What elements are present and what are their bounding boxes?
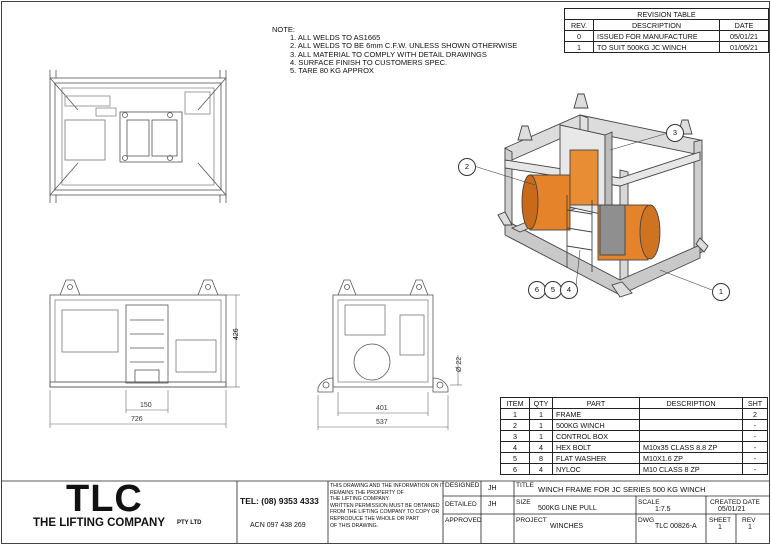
detailed-label: DETAILED [445,501,477,508]
scale-value: 1:7.5 [655,506,671,513]
bom-cell: NYLOC [553,464,640,475]
dim-inner-width: 150 [140,402,152,409]
bom-cell: FRAME [553,409,640,420]
bom-cell: M10x35 CLASS 8.8 ZP [640,442,743,453]
bom-cell: 3 [501,431,530,442]
revision-table [564,8,769,53]
company-suffix: PTY LTD [177,520,202,526]
rev-label: REV [742,517,756,524]
bom-row [501,453,768,464]
detailed-value: JH [488,501,497,508]
disclaimer-line: REMAINS THE PROPERTY OF [330,489,404,496]
bom-cell: 8 [530,453,553,464]
dim-side-overall: 537 [376,419,388,426]
bom-cell: HEX BOLT [553,442,640,453]
sheet-label: SHEET [709,517,731,524]
top-view [50,70,226,203]
bom-cell [640,409,743,420]
dwg-number: TLC 00826-A [655,523,697,530]
note-item: 5. TARE 80 KG APPROX [290,66,374,76]
bom-cell: 1 [501,409,530,420]
revision-cell: TO SUIT 500KG JC WINCH [594,42,720,53]
bom-cell: 2 [743,409,768,420]
revision-cell: 0 [565,31,594,42]
note-item: 3. ALL MATERIAL TO COMPLY WITH DETAIL DRAWINGS [290,49,487,59]
front-view [50,280,226,387]
disclaimer-line: FROM THE LIFTING COMPANY TO COPY OR [330,509,440,516]
revision-cell: 01/05/21 [720,42,769,53]
bom-row [501,409,768,420]
balloon-5: 5 [544,281,562,299]
revision-cell: 05/01/21 [720,31,769,42]
bom-cell: 2 [501,420,530,431]
bom-cell: 1 [530,431,553,442]
disclaimer-line: THIS DRAWING AND THE INFORMATION ON IT [330,483,445,489]
balloon-3: 3 [666,124,684,142]
bom-header: DESCRIPTION [640,398,743,409]
bom-header: QTY [530,398,553,409]
revision-row [565,42,769,53]
bom-header: ITEM [501,398,530,409]
bom-cell: - [743,464,768,475]
bom-cell: CONTROL BOX [553,431,640,442]
bom-header: PART [553,398,640,409]
scale-label: SCALE [638,499,660,506]
bom-row [501,420,768,431]
disclaimer-line: OF THIS DRAWING. [330,522,379,529]
project-value: WINCHES [550,523,584,530]
disclaimer-line: WRITTEN PERMISSION MUST BE OBTAINED [330,502,440,509]
bom-cell: - [743,420,768,431]
disclaimer-line: REPRODUCE THE WHOLE OR PART [330,515,420,522]
dim-height: 426 [233,328,240,340]
created-label: CREATED DATE [710,499,760,506]
created-value: 05/01/21 [718,506,746,513]
balloon-6: 6 [528,281,546,299]
size-label: SIZE [516,499,531,506]
bom-cell: 4 [530,464,553,475]
general-notes [272,26,517,75]
bom-cell: M10 CLASS 8 ZP [640,464,743,475]
bom-cell: 1 [530,409,553,420]
company-name: THE LIFTING COMPANY [33,517,166,529]
project-label: PROJECT [516,517,547,524]
bom-cell: - [743,431,768,442]
bom-cell: - [743,453,768,464]
disclaimer-line: THE LIFTING COMPANY. [330,496,390,503]
revision-row [565,31,769,42]
designed-value: JH [488,485,497,492]
bom-row [501,464,768,475]
bom-cell: 4 [501,442,530,453]
bom-cell: 6 [501,464,530,475]
bill-of-materials [500,397,768,475]
company-phone: TEL: (08) 9353 4333 [240,496,319,506]
notes-heading: NOTE: [272,25,295,34]
balloon-1: 1 [712,283,730,301]
company-logo: TLC [66,478,143,520]
bom-cell: - [743,442,768,453]
note-item: 4. SURFACE FINISH TO CUSTOMERS SPEC. [290,57,448,67]
balloon-2: 2 [458,158,476,176]
note-item: 2. ALL WELDS TO BE 6mm C.F.W. UNLESS SHOWN OTHERWISE [290,41,518,51]
bom-row [501,431,768,442]
revision-header: DATE [720,20,769,31]
bom-cell: M10X1.6 ZP [640,453,743,464]
approved-label: APPROVED [445,517,482,524]
revision-cell: ISSUED FOR MANUFACTURE [594,31,720,42]
dim-overall-width: 726 [131,416,143,423]
note-item: 1. ALL WELDS TO AS1665 [290,33,381,43]
dim-side-inner: 401 [376,405,388,412]
balloon-4: 4 [560,281,578,299]
bom-row [501,442,768,453]
title-label: TITLE [516,482,534,489]
drawing-title: WINCH FRAME FOR JC SERIES 500 KG WINCH [538,485,706,494]
revision-header: REV. [565,20,594,31]
bom-cell: 1 [530,420,553,431]
bom-header: SHT [743,398,768,409]
revision-header: DESCRIPTION [594,20,720,31]
bom-cell: 500KG WINCH [553,420,640,431]
disclaimer [330,483,445,529]
bom-cell: 5 [501,453,530,464]
sheet-value: 1 [718,524,722,531]
revision-table-title: REVISION TABLE [565,9,769,20]
dwg-label: DWG [638,517,655,524]
bom-cell: 4 [530,442,553,453]
side-view [318,280,448,392]
size-value: 500KG LINE PULL [538,505,597,512]
dim-hole-dia: Ø 22 [456,356,463,372]
rev-value: 1 [748,524,752,531]
company-acn: ACN 097 438 269 [250,522,306,529]
designed-label: DESIGNED [445,482,480,489]
bom-cell [640,431,743,442]
revision-cell: 1 [565,42,594,53]
bom-cell [640,420,743,431]
bom-cell: FLAT WASHER [553,453,640,464]
